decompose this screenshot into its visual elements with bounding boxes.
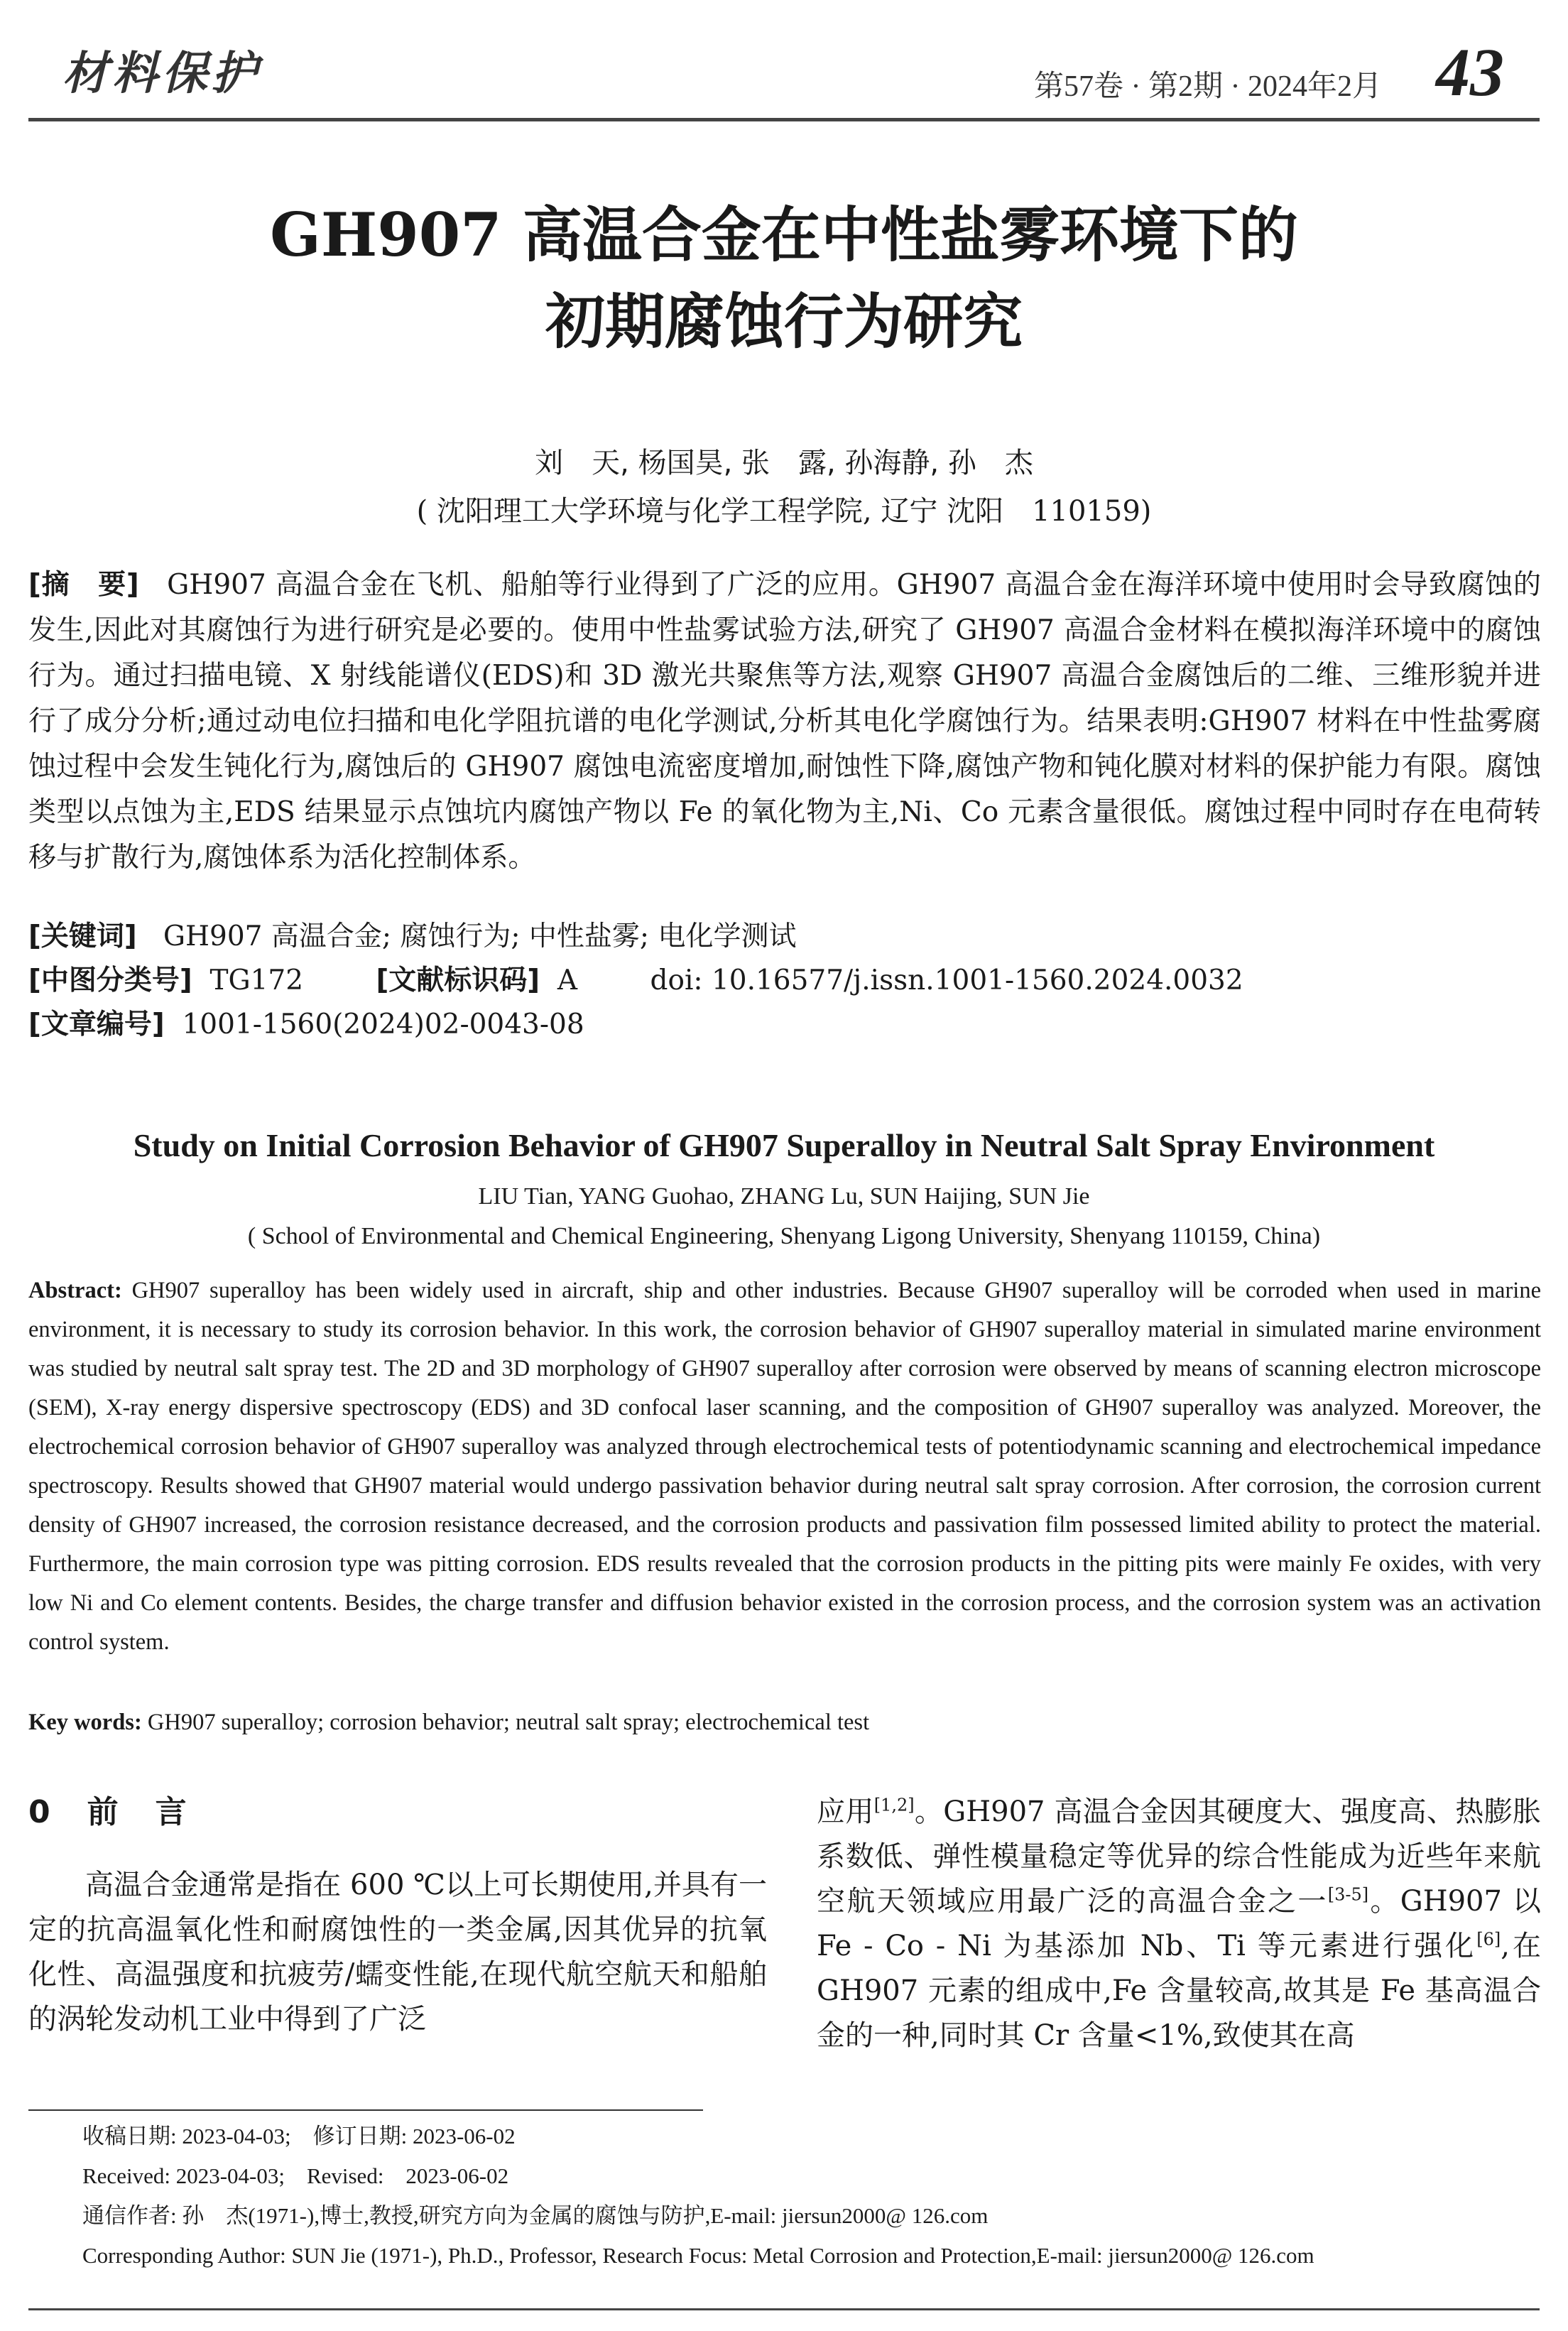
keywords-text: GH907 高温合金; 腐蚀行为; 中性盐雾; 电化学测试 bbox=[163, 920, 797, 952]
page-number: 43 bbox=[1436, 34, 1504, 110]
keywords-row bbox=[28, 915, 1541, 959]
corresponding-author-en: Corresponding Author: SUN Jie (1971-), Ph.D., Professor, Research Focus: Metal Corrosion and Protection,E-mail: jiersun2000@ 126.com bbox=[82, 2243, 1314, 2268]
received-date-cn: 收稿日期: 2023-04-03; 修订日期: 2023-06-02 bbox=[82, 2124, 516, 2148]
body-paragraph-continued bbox=[817, 1790, 1541, 2058]
english-abstract-label: Abstract: bbox=[28, 1278, 122, 1303]
body-column-right bbox=[817, 1790, 1541, 2058]
doi: doi: 10.16577/j.issn.1001-1560.2024.0032 bbox=[650, 965, 1243, 996]
chinese-abstract bbox=[28, 563, 1541, 881]
clc-label: [中图分类号] bbox=[28, 965, 192, 996]
citation[interactable]: [6] bbox=[1476, 1929, 1501, 1950]
body-text: 应用 bbox=[817, 1795, 874, 1828]
chinese-metadata bbox=[28, 915, 1541, 1047]
english-abstract bbox=[28, 1271, 1541, 1662]
bottom-divider bbox=[28, 2308, 1540, 2310]
footnote-divider bbox=[28, 2109, 703, 2111]
affiliation: ( 沈阳理工大学环境与化学工程学院, 辽宁 沈阳 110159) bbox=[416, 495, 1152, 528]
section-heading: 0 前 言 bbox=[28, 1794, 190, 1830]
document-code-label: [文献标识码] bbox=[376, 965, 540, 996]
body-paragraph: 高温合金通常是指在 600 ℃以上可长期使用,并具有一定的抗高温氧化性和耐腐蚀性的一类金属,因其优异的抗氧化性、高温强度和抗疲劳/蠕变性能,在现代航空航天和船舶的涡轮发动机工业中得到了广泛 bbox=[28, 1869, 767, 2036]
journal-logo: 材料保护 bbox=[62, 47, 261, 100]
english-abstract-text: GH907 superalloy has been widely used in aircraft, ship and other industries. Because GH907 superalloy will be corroded when used in marine environment, it is necessary to study its corrosion behavior. In this work, the corrosion behavior of GH907 superalloy material in simulated marine environment was studied by neutral salt spray test. The 2D and 3D morphology of GH907 superalloy after corrosion were observed by means of scanning electron microscope (SEM), X-ray energy dispersive spectroscopy (EDS) and 3D confocal laser scanning, and the composition of GH907 superalloy was analyzed. Moreover, the electrochemical corrosion behavior of GH907 superalloy was analyzed through electrochemical tests of potentiodynamic scanning and electrochemical impedance spectroscopy. Results showed that GH907 material would undergo passivation behavior during neutral salt spray corrosion. After corrosion, the corrosion current density of GH907 increased, the corrosion resistance decreased, and the corrosion products and passivation film possessed limited ability to protect the material. Furthermore, the main corrosion type was pitting corrosion. EDS results revealed that the corrosion products in the pitting pits were mainly Fe oxides, with very low Ni and Co element contents. Besides, the charge transfer and diffusion behavior existed in the corrosion process, and the corrosion system was an activation control system. bbox=[28, 1278, 1542, 1655]
corresponding-author-cn: 通信作者: 孙 杰(1971-),博士,教授,研究方向为金属的腐蚀与防护,E-mail: jiersun2000@ 126.com bbox=[82, 2203, 989, 2228]
body-text: 。GH907 以 Fe - Co - Ni 为基添加 Nb、Ti 等元素进行强化 bbox=[817, 1885, 1541, 1962]
received-date-en: Received: 2023-04-03; Revised: 2023-06-02 bbox=[82, 2163, 509, 2188]
abstract-label: [摘 要] bbox=[28, 569, 139, 601]
citation[interactable]: [3-5] bbox=[1327, 1884, 1369, 1905]
paper-title-line-1: GH907 高温合金在中性盐雾环境下的 bbox=[270, 200, 1298, 270]
citation[interactable]: [1,2] bbox=[873, 1795, 915, 1815]
body-text: 。GH907 高温合金因其硬度大、强度高、热膨胀系数低、弹性模量稳定等优异的综合性能成为近些年来航空航天领域应用最广泛的高温合金之一 bbox=[817, 1795, 1541, 1918]
english-keywords-text: GH907 superalloy; corrosion behavior; neutral salt spray; electrochemical test bbox=[147, 1710, 870, 1735]
header-divider bbox=[28, 118, 1540, 121]
page-header bbox=[0, 0, 1568, 124]
english-authors: LIU Tian, YANG Guohao, ZHANG Lu, SUN Haijing, SUN Jie bbox=[478, 1183, 1090, 1210]
paper-title bbox=[0, 192, 1568, 365]
keywords-label: [关键词] bbox=[28, 920, 137, 952]
english-keywords-label: Key words: bbox=[28, 1710, 142, 1735]
abstract-text: GH907 高温合金在飞机、船舶等行业得到了广泛的应用。GH907 高温合金在海洋环境中使用时会导致腐蚀的发生,因此对其腐蚀行为进行研究是必要的。使用中性盐雾试验方法,研究了 GH907 高温合金材料在模拟海洋环境中的腐蚀行为。通过扫描电镜、X 射线能谱仪(EDS)和 3D 激光共聚焦等方法,观察 GH907 高温合金腐蚀后的二维、三维形貌并进行了成分分析;通过动电位扫描和电化学阻抗谱的电化学测试,分析其电化学腐蚀行为。结果表明:GH907 材料在中性盐雾腐蚀过程中会发生钝化行为,腐蚀后的 GH907 腐蚀电流密度增加,耐蚀性下降,腐蚀产物和钝化膜对材料的保护能力有限。腐蚀类型以点蚀为主,EDS 结果显示点蚀坑内腐蚀产物以 Fe 的氧化物为主,Ni、Co 元素含量很低。腐蚀过程中同时存在电荷转移与扩散行为,腐蚀体系为活化控制体系。 bbox=[28, 569, 1541, 874]
author-list: 刘 天, 杨国昊, 张 露, 孙海静, 孙 杰 bbox=[535, 447, 1033, 479]
english-title: Study on Initial Corrosion Behavior of GH907 Superalloy in Neutral Salt Spray Environment bbox=[133, 1127, 1435, 1163]
issue-info: 第57卷 · 第2期 · 2024年2月 bbox=[1034, 70, 1382, 103]
document-code-value: A bbox=[557, 965, 578, 996]
body-text: ,在 GH907 元素的组成中,Fe 含量较高,故其是 Fe 基高温合金的一种,同时其 Cr 含量<1%,致使其在高 bbox=[817, 1930, 1541, 2052]
english-keywords bbox=[28, 1703, 1541, 1742]
classification-row bbox=[28, 959, 1541, 1003]
footnotes bbox=[82, 2117, 1545, 2276]
article-number-value: 1001-1560(2024)02-0043-08 bbox=[182, 1009, 584, 1040]
paper-title-line-2: 初期腐蚀行为研究 bbox=[545, 286, 1023, 357]
english-affiliation: ( School of Environmental and Chemical Engineering, Shenyang Ligong University, Shenyang 110159, China) bbox=[247, 1223, 1321, 1249]
body-column-left bbox=[28, 1790, 767, 2042]
article-number-label: [文章编号] bbox=[28, 1009, 165, 1040]
clc-value: TG172 bbox=[209, 965, 304, 996]
article-number-row bbox=[28, 1003, 1541, 1047]
